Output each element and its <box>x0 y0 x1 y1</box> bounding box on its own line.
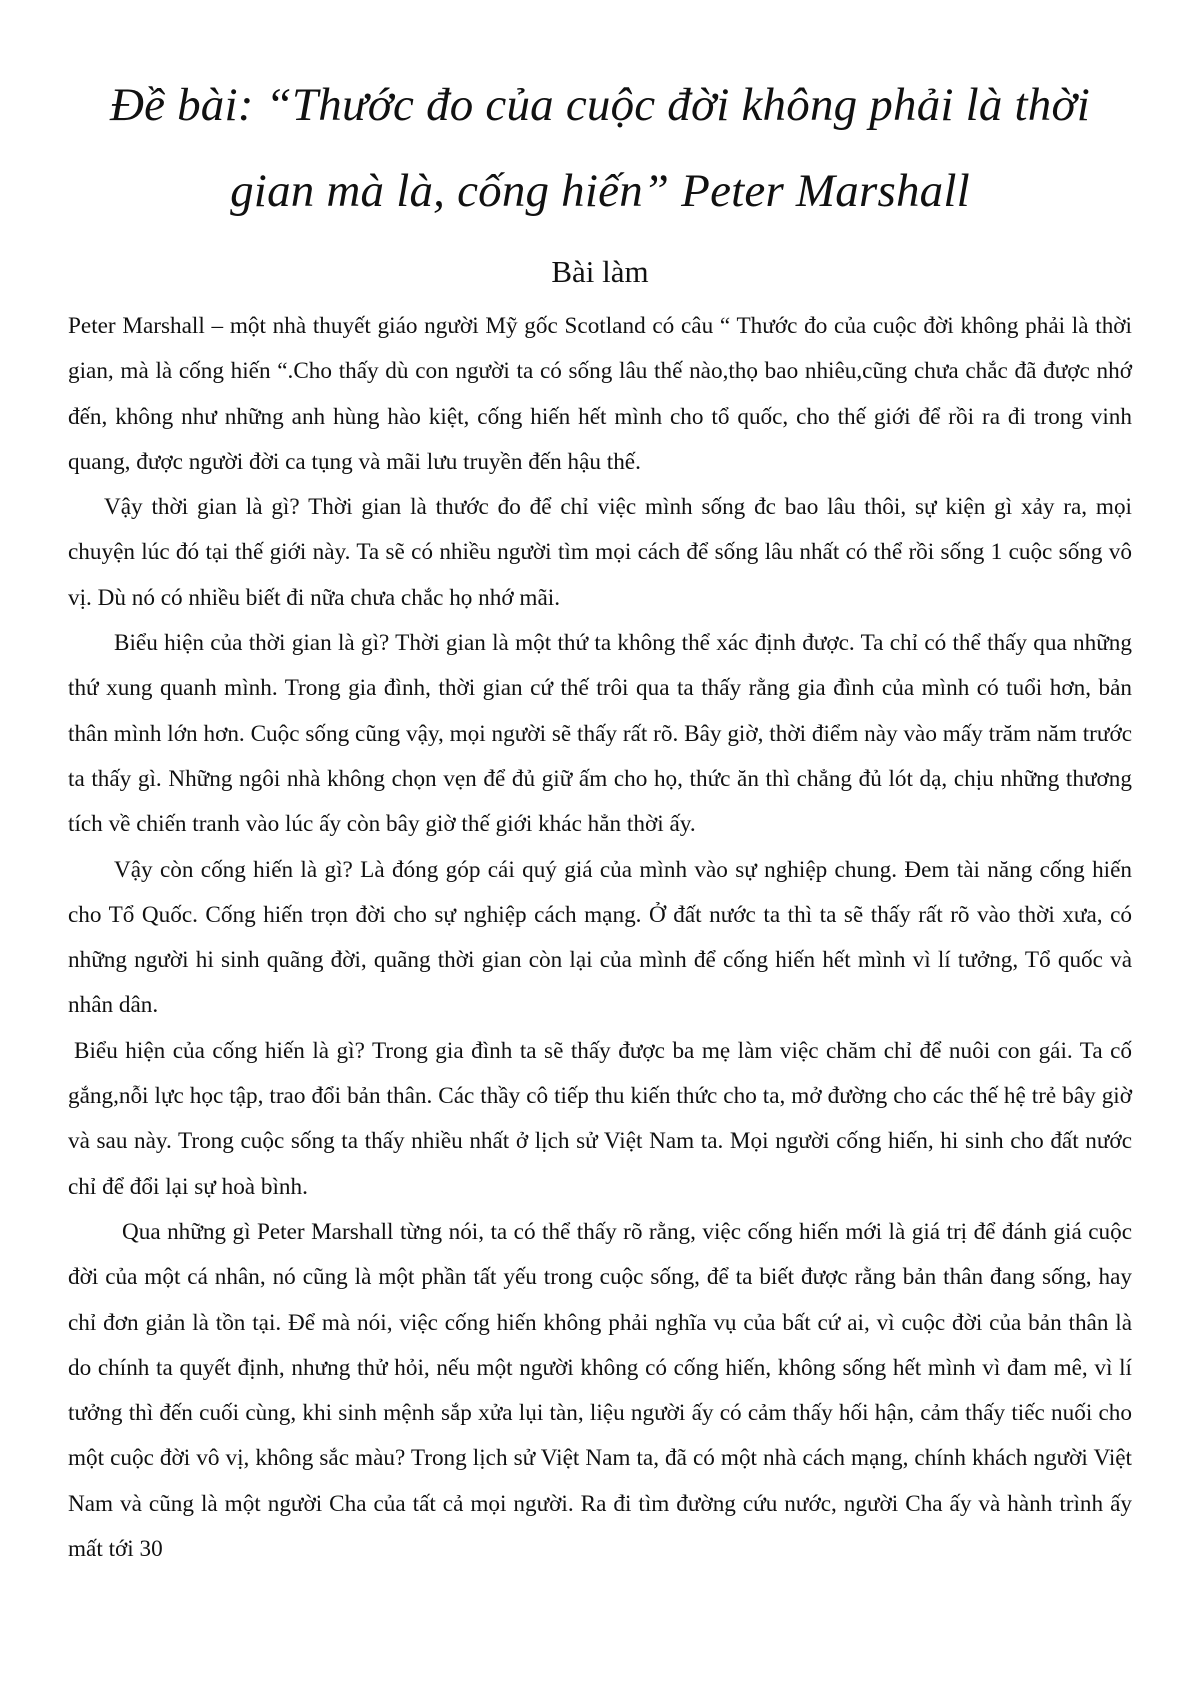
paragraph-time-definition: Vậy thời gian là gì? Thời gian là thước đo để chỉ việc mình sống đc bao lâu thôi, sự kiện gì xảy ra, mọi chuyện lúc đó tại thế giới này. Ta sẽ có nhiều người tìm mọi cách để sống lâu nhất có thể rồi sống 1 cuộc sống vô vị. Dù nó có nhiều biết đi nữa chưa chắc họ nhớ mãi. <box>68 494 1132 611</box>
document-subtitle: Bài làm <box>551 254 649 289</box>
paragraph-contribution-definition: Vậy còn cống hiến là gì? Là đóng góp cái quý giá của mình vào sự nghiệp chung. Đem tài năng cống hiến cho Tổ Quốc. Cống hiến trọn đời cho sự nghiệp cách mạng. Ở đất nước ta thì ta sẽ thấy rất rõ vào thời xưa, có những người hi sinh quãng đời, quãng thời gian còn lại của mình để cống hiến hết mình vì lí tưởng, Tổ quốc và nhân dân. <box>68 856 1132 1019</box>
paragraph-intro: Peter Marshall – một nhà thuyết giáo người Mỹ gốc Scotland có câu “ Thước đo của cuộc đời không phải là thời gian, mà là cống hiến “.Cho thấy dù con người ta có sống lâu thế nào,thọ bao nhiêu,cũng chưa chắc đã được nhớ đến, không như những anh hùng hào kiệt, cống hiến hết mình cho tổ quốc, cho thế giới để rồi ra đi trong vinh quang, được người đời ca tụng và mãi lưu truyền đến hậu thế. <box>68 313 1132 475</box>
paragraph-conclusion: Qua những gì Peter Marshall từng nói, ta có thể thấy rõ rằng, việc cống hiến mới là giá trị để đánh giá cuộc đời của một cá nhân, nó cũng là một phần tất yếu trong cuộc sống, để ta biết được rằng bản thân đang sống, hay chỉ đơn giản là tồn tại. Để mà nói, việc cống hiến không phải nghĩa vụ của bất cứ ai, vì cuộc đời của bản thân là do chính ta quyết định, nhưng thử hỏi, nếu một người không có cống hiến, không sống hết mình vì đam mê, vì lí tưởng thì đến cuối cùng, khi sinh mệnh sắp xửa lụi tàn, liệu người ấy có cảm thấy hối hận, cảm thấy tiếc nuối cho một cuộc đời vô vị, không sắc màu? Trong lịch sử Việt Nam ta, đã có một nhà cách mạng, chính khách người Việt Nam và cũng là một người Cha của tất cả mọi người. Ra đi tìm đường cứu nước, người Cha ấy và hành trình ấy mất tới 30 <box>68 1218 1132 1563</box>
paragraph-time-expression: Biểu hiện của thời gian là gì? Thời gian là một thứ ta không thể xác định được. Ta chỉ có thể thấy qua những thứ xung quanh mình. Trong gia đình, thời gian cứ thế trôi qua ta thấy rằng gia đình của mình có tuổi hơn, bản thân mình lớn hơn. Cuộc sống cũng vậy, mọi người sẽ thấy rất rõ. Bây giờ, thời điểm này vào mấy trăm năm trước ta thấy gì. Những ngôi nhà không chọn vẹn để đủ giữ ấm cho họ, thức ăn thì chẳng đủ lót dạ, chịu những thương tích về chiến tranh vào lúc ấy còn bây giờ thế giới khác hẳn thời ấy. <box>68 630 1132 838</box>
document-body <box>68 304 1132 1572</box>
document-title: Đề bài: “Thước đo của cuộc đời không phải là thời gian mà là, cống hiến” Peter Marshall <box>109 79 1091 217</box>
paragraph-contribution-expression: Biểu hiện của cống hiến là gì? Trong gia đình ta sẽ thấy được ba mẹ làm việc chăm chỉ để nuôi con gái. Ta cố gắng,nỗi lực học tập, trao đổi bản thân. Các thầy cô tiếp thu kiến thức cho ta, mở đường cho các thế hệ trẻ bây giờ và sau này. Trong cuộc sống ta thấy nhiều nhất ở lịch sử Việt Nam ta. Mọi người cống hiến, hi sinh cho đất nước chỉ để đổi lại sự hoà bình. <box>68 1037 1132 1200</box>
